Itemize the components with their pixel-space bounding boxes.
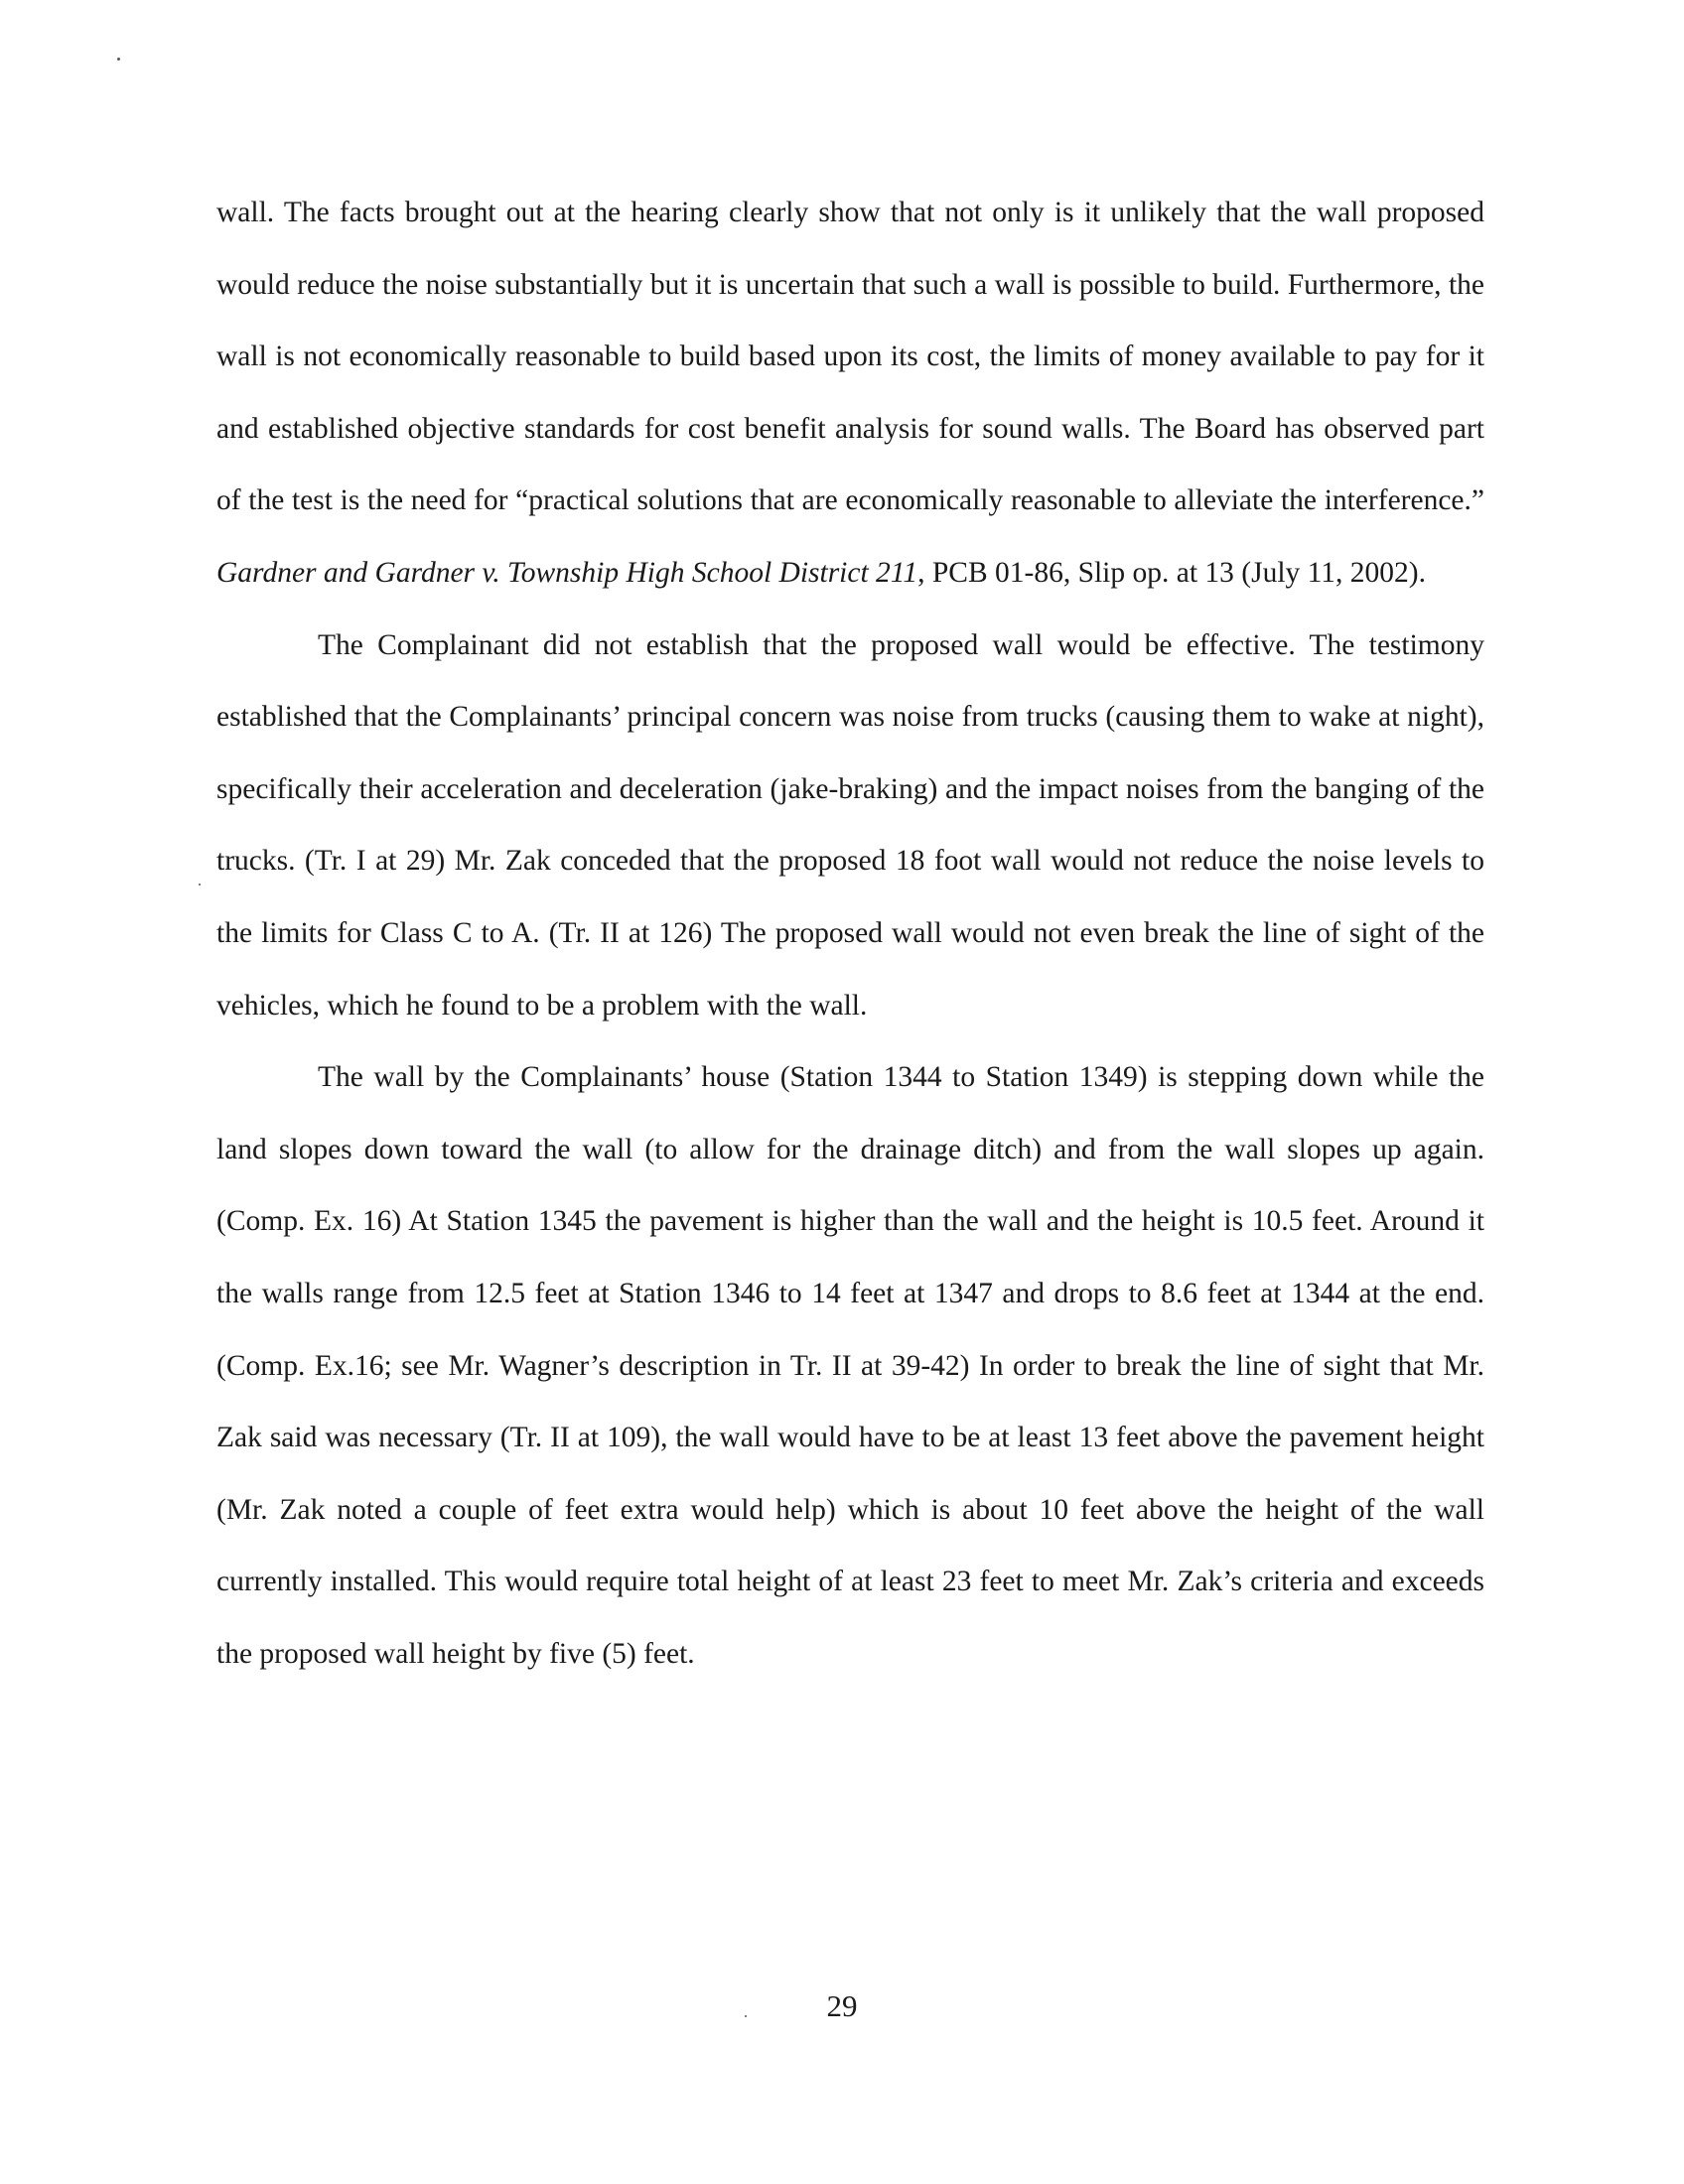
paragraph-1-text-b: , PCB 01-86, Slip op. at 13 (July 11, 2002).: [917, 556, 1427, 589]
document-body: [216, 177, 1484, 1690]
scan-speck: [117, 58, 120, 61]
paragraph-2: The Complainant did not establish that the proposed wall would be effective. The testimony established that the Complainants’ principal concern was noise from trucks (causing them to wake at night), specifically their acceleration and deceleration (jake-braking) and the impact noises from the banging of the trucks. (Tr. I at 29) Mr. Zak conceded that the proposed 18 foot wall would not reduce the noise levels to the limits for Class C to A. (Tr. II at 126) The proposed wall would not even break the line of sight of the vehicles, which he found to be a problem with the wall.: [216, 628, 1484, 1022]
scan-speck: [745, 2015, 747, 2017]
paragraph-1-text-a: wall. The facts brought out at the hearing clearly show that not only is it unlikely that the wall proposed would reduce the noise substantially but it is uncertain that such a wall is possible to build. Furthermore, the wall is not economically reasonable to build based upon its cost, the limits of money available to pay for it and established objective standards for cost benefit analysis for sound walls. The Board has observed part of the test is the need for “practical solutions that are economically reasonable to alleviate the interference.”: [216, 197, 1484, 517]
paragraph-3: The wall by the Complainants’ house (Station 1344 to Station 1349) is stepping down while the land slopes down toward the wall (to allow for the drainage ditch) and from the wall slopes up again. (Comp. Ex. 16) At Station 1345 the pavement is higher than the wall and the height is 10.5 feet. Around it the walls range from 12.5 feet at Station 1346 to 14 feet at 1347 and drops to 8.6 feet at 1344 at the end. (Comp. Ex.16; see Mr. Wagner’s description in Tr. II at 39-42) In order to break the line of sight that Mr. Zak said was necessary (Tr. II at 109), the wall would have to be at least 13 feet above the pavement height (Mr. Zak noted a couple of feet extra would help) which is about 10 feet above the height of the wall currently installed. This would require total height of at least 23 feet to meet Mr. Zak’s criteria and exceeds the proposed wall height by five (5) feet.: [216, 1061, 1484, 1670]
page-number: 29: [826, 1988, 858, 2023]
scan-speck: [199, 884, 201, 886]
case-citation: Gardner and Gardner v. Township High School District 211: [216, 556, 918, 589]
paragraph-1: [216, 177, 1484, 610]
